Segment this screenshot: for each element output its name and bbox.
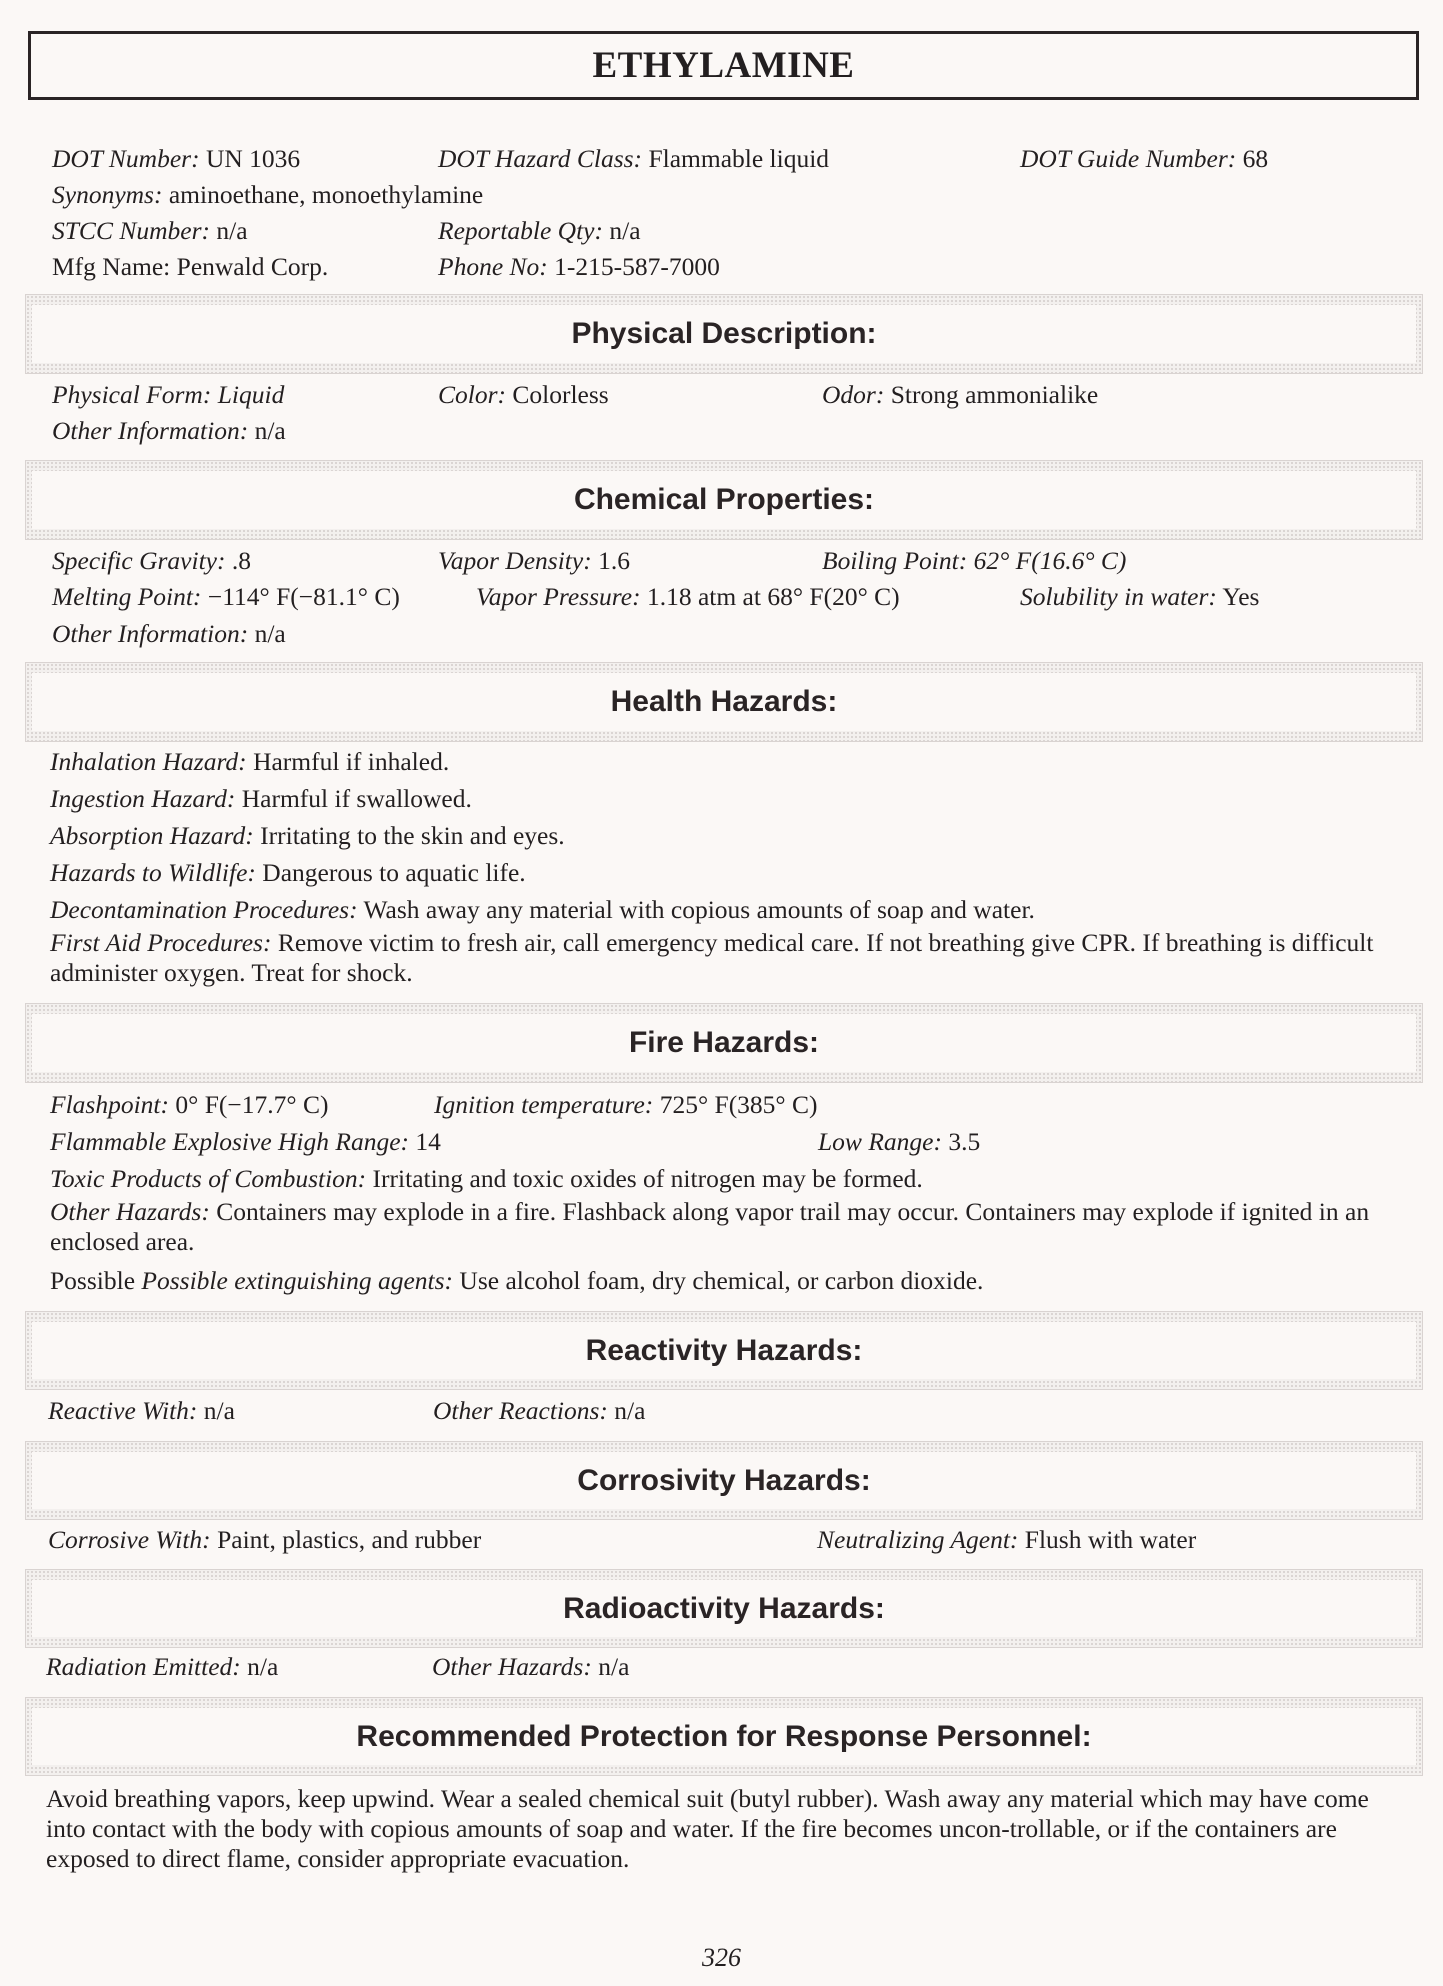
first-aid-field [50, 928, 1405, 988]
dot-hazard-class-value: Flammable liquid [648, 144, 830, 173]
toxic-products-field [50, 1166, 923, 1192]
low-range-label: Low Range: [818, 1127, 942, 1156]
inhalation-label: Inhalation Hazard: [50, 747, 247, 776]
synonyms-value: aminoethane, monoethylamine [168, 180, 484, 209]
section-heading-fire: Fire Hazards: [628, 1026, 820, 1059]
section-heading-health: Health Hazards: [610, 685, 838, 718]
ignition-label: Ignition temperature: [434, 1090, 654, 1119]
physical-form-text: Physical Form: Liquid [52, 380, 285, 409]
physical-form-field [52, 382, 284, 408]
extinguishing-label: Possible extinguishing agents: [141, 1266, 454, 1295]
inhalation-value: Harmful if inhaled. [253, 747, 450, 776]
neutralizing-agent-label: Neutralizing Agent: [817, 1525, 1019, 1554]
solubility-label: Solubility in water: [1020, 582, 1217, 611]
corrosive-with-field [48, 1527, 481, 1553]
solubility-field [1020, 584, 1259, 610]
ignition-field [434, 1092, 818, 1118]
section-heading-chemical: Chemical Properties: [573, 483, 875, 516]
stcc-number-label: STCC Number: [52, 216, 210, 245]
decontamination-value: Wash away any material with copious amounts of soap and water. [363, 895, 1035, 924]
phone-no-label: Phone No: [438, 252, 548, 281]
radio-other-hazards-value: n/a [598, 1652, 630, 1681]
physical-other-info-field [52, 418, 286, 444]
high-range-field [50, 1129, 441, 1155]
extinguishing-value: Use alcohol foam, dry chemical, or carbon dioxide. [459, 1266, 984, 1295]
decontamination-field [50, 897, 1035, 923]
color-field [438, 382, 609, 408]
radio-other-hazards-label: Other Hazards: [432, 1652, 592, 1681]
reportable-qty-label: Reportable Qty: [438, 216, 603, 245]
toxic-products-value: Irritating and toxic oxides of nitrogen may be formed. [372, 1164, 923, 1193]
first-aid-label: First Aid Procedures: [50, 928, 272, 957]
absorption-value: Irritating to the skin and eyes. [260, 821, 565, 850]
boiling-point-field [822, 548, 1126, 574]
specific-gravity-field [52, 548, 251, 574]
absorption-label: Absorption Hazard: [50, 821, 254, 850]
ingestion-value: Harmful if swallowed. [241, 784, 472, 813]
solubility-value: Yes [1222, 582, 1260, 611]
corrosive-with-value: Paint, plastics, and rubber [217, 1525, 482, 1554]
odor-value: Strong ammonialike [890, 380, 1099, 409]
color-label: Color: [438, 380, 507, 409]
reportable-qty-value: n/a [609, 216, 641, 245]
absorption-field [50, 823, 565, 849]
section-band-reactivity [25, 1311, 1423, 1390]
low-range-field [818, 1129, 980, 1155]
stcc-number-value: n/a [216, 216, 248, 245]
flashpoint-value: 0° F(−17.7° C) [175, 1090, 329, 1119]
fire-other-hazards-label: Other Hazards: [50, 1197, 210, 1226]
ingestion-label: Ingestion Hazard: [50, 784, 236, 813]
chemical-other-info-value: n/a [254, 619, 286, 648]
mfg-name-field [52, 254, 328, 280]
melting-point-field [52, 584, 400, 610]
toxic-products-label: Toxic Products of Combustion: [50, 1164, 367, 1193]
ignition-value: 725° F(385° C) [659, 1090, 818, 1119]
dot-hazard-class-field [438, 146, 829, 172]
stcc-number-field [52, 218, 248, 244]
neutralizing-agent-field [817, 1527, 1196, 1553]
dot-number-value: UN 1036 [205, 144, 301, 173]
section-band-physical [25, 294, 1423, 374]
radiation-emitted-field [46, 1654, 278, 1680]
vapor-pressure-label: Vapor Pressure: [476, 582, 641, 611]
other-reactions-field [433, 1398, 645, 1424]
neutralizing-agent-value: Flush with water [1024, 1525, 1197, 1554]
vapor-pressure-value: 1.18 atm at 68° F(20° C) [646, 582, 900, 611]
synonyms-field [52, 182, 483, 208]
decontamination-label: Decontamination Procedures: [50, 895, 358, 924]
page-number: 326 [702, 1943, 741, 1972]
title-box [28, 31, 1419, 100]
synonyms-label: Synonyms: [52, 180, 163, 209]
odor-field [822, 382, 1098, 408]
melting-point-value: −114° F(−81.1° C) [207, 582, 400, 611]
chemical-other-info-field [52, 621, 286, 647]
phone-no-field [438, 254, 720, 280]
section-band-corrosivity [25, 1441, 1423, 1520]
radio-other-hazards-field [432, 1654, 629, 1680]
dot-guide-number-value: 68 [1242, 144, 1269, 173]
reportable-qty-field [438, 218, 641, 244]
page-title: ETHYLAMINE [592, 45, 855, 86]
section-band-health [25, 662, 1423, 742]
reactive-with-value: n/a [203, 1396, 235, 1425]
other-reactions-value: n/a [614, 1396, 646, 1425]
odor-label: Odor: [822, 380, 885, 409]
physical-other-info-label: Other Information: [52, 416, 249, 445]
inhalation-field [50, 749, 449, 775]
dot-number-field [52, 146, 300, 172]
ingestion-field [50, 786, 472, 812]
section-heading-corrosivity: Corrosivity Hazards: [577, 1463, 871, 1497]
radiation-emitted-value: n/a [247, 1652, 279, 1681]
reactive-with-field [48, 1398, 235, 1424]
chemical-other-info-label: Other Information: [52, 619, 249, 648]
first-aid-value: Remove victim to fresh air, call emergency medical care. If not breathing give CPR. If breathing is difficult administer oxygen. Treat for shock. [50, 928, 1374, 987]
section-band-fire [25, 1003, 1423, 1083]
vapor-density-label: Vapor Density: [438, 546, 592, 575]
flashpoint-label: Flashpoint: [50, 1090, 169, 1119]
fire-other-hazards-value: Containers may explode in a fire. Flashback along vapor trail may occur. Containers may explode if ignited in an enclosed area. [50, 1197, 1370, 1256]
wildlife-label: Hazards to Wildlife: [50, 858, 256, 887]
protection-text: Avoid breathing vapors, keep upwind. Wear a sealed chemical suit (butyl rubber). Wash away any material which may have come into contact with the body with copious amounts of soap and water. If the fire becomes uncon-trollable, or if the containers are exposed to direct flame, consider appropriate evacuation. [46, 1784, 1369, 1873]
high-range-value: 14 [415, 1127, 441, 1156]
high-range-label: Flammable Explosive High Range: [50, 1127, 410, 1156]
dot-hazard-class-label: DOT Hazard Class: [438, 144, 643, 173]
vapor-density-field [438, 548, 630, 574]
specific-gravity-label: Specific Gravity: [52, 546, 226, 575]
section-heading-protection: Recommended Protection for Response Personnel: [356, 1719, 1092, 1753]
dot-number-label: DOT Number: [52, 144, 200, 173]
wildlife-field [50, 860, 526, 886]
flashpoint-field [50, 1092, 328, 1118]
color-value: Colorless [512, 380, 609, 409]
section-heading-reactivity: Reactivity Hazards: [585, 1333, 863, 1367]
extinguishing-field [50, 1268, 983, 1294]
radiation-emitted-label: Radiation Emitted: [46, 1652, 241, 1681]
other-reactions-label: Other Reactions: [433, 1396, 608, 1425]
extinguishing-prefix: Possible [50, 1266, 136, 1295]
section-band-radioactivity [25, 1569, 1423, 1648]
wildlife-value: Dangerous to aquatic life. [262, 858, 526, 887]
section-heading-physical: Physical Description: [571, 317, 877, 350]
phone-no-value: 1-215-587-7000 [554, 252, 720, 281]
mfg-name-text: Mfg Name: Penwald Corp. [52, 252, 329, 281]
specific-gravity-value: .8 [231, 546, 251, 575]
reactive-with-label: Reactive With: [48, 1396, 198, 1425]
melting-point-label: Melting Point: [52, 582, 202, 611]
fire-other-hazards-field [50, 1197, 1405, 1257]
dot-guide-number-field [1020, 146, 1268, 172]
physical-other-info-value: n/a [254, 416, 286, 445]
section-band-chemical [25, 460, 1423, 540]
vapor-pressure-field [476, 584, 900, 610]
corrosive-with-label: Corrosive With: [48, 1525, 211, 1554]
dot-guide-number-label: DOT Guide Number: [1020, 144, 1237, 173]
vapor-density-value: 1.6 [598, 546, 630, 575]
section-band-protection [25, 1697, 1423, 1776]
section-heading-radioactivity: Radioactivity Hazards: [563, 1591, 885, 1625]
boiling-point-text: Boiling Point: 62° F(16.6° C) [822, 546, 1127, 575]
low-range-value: 3.5 [948, 1127, 981, 1156]
